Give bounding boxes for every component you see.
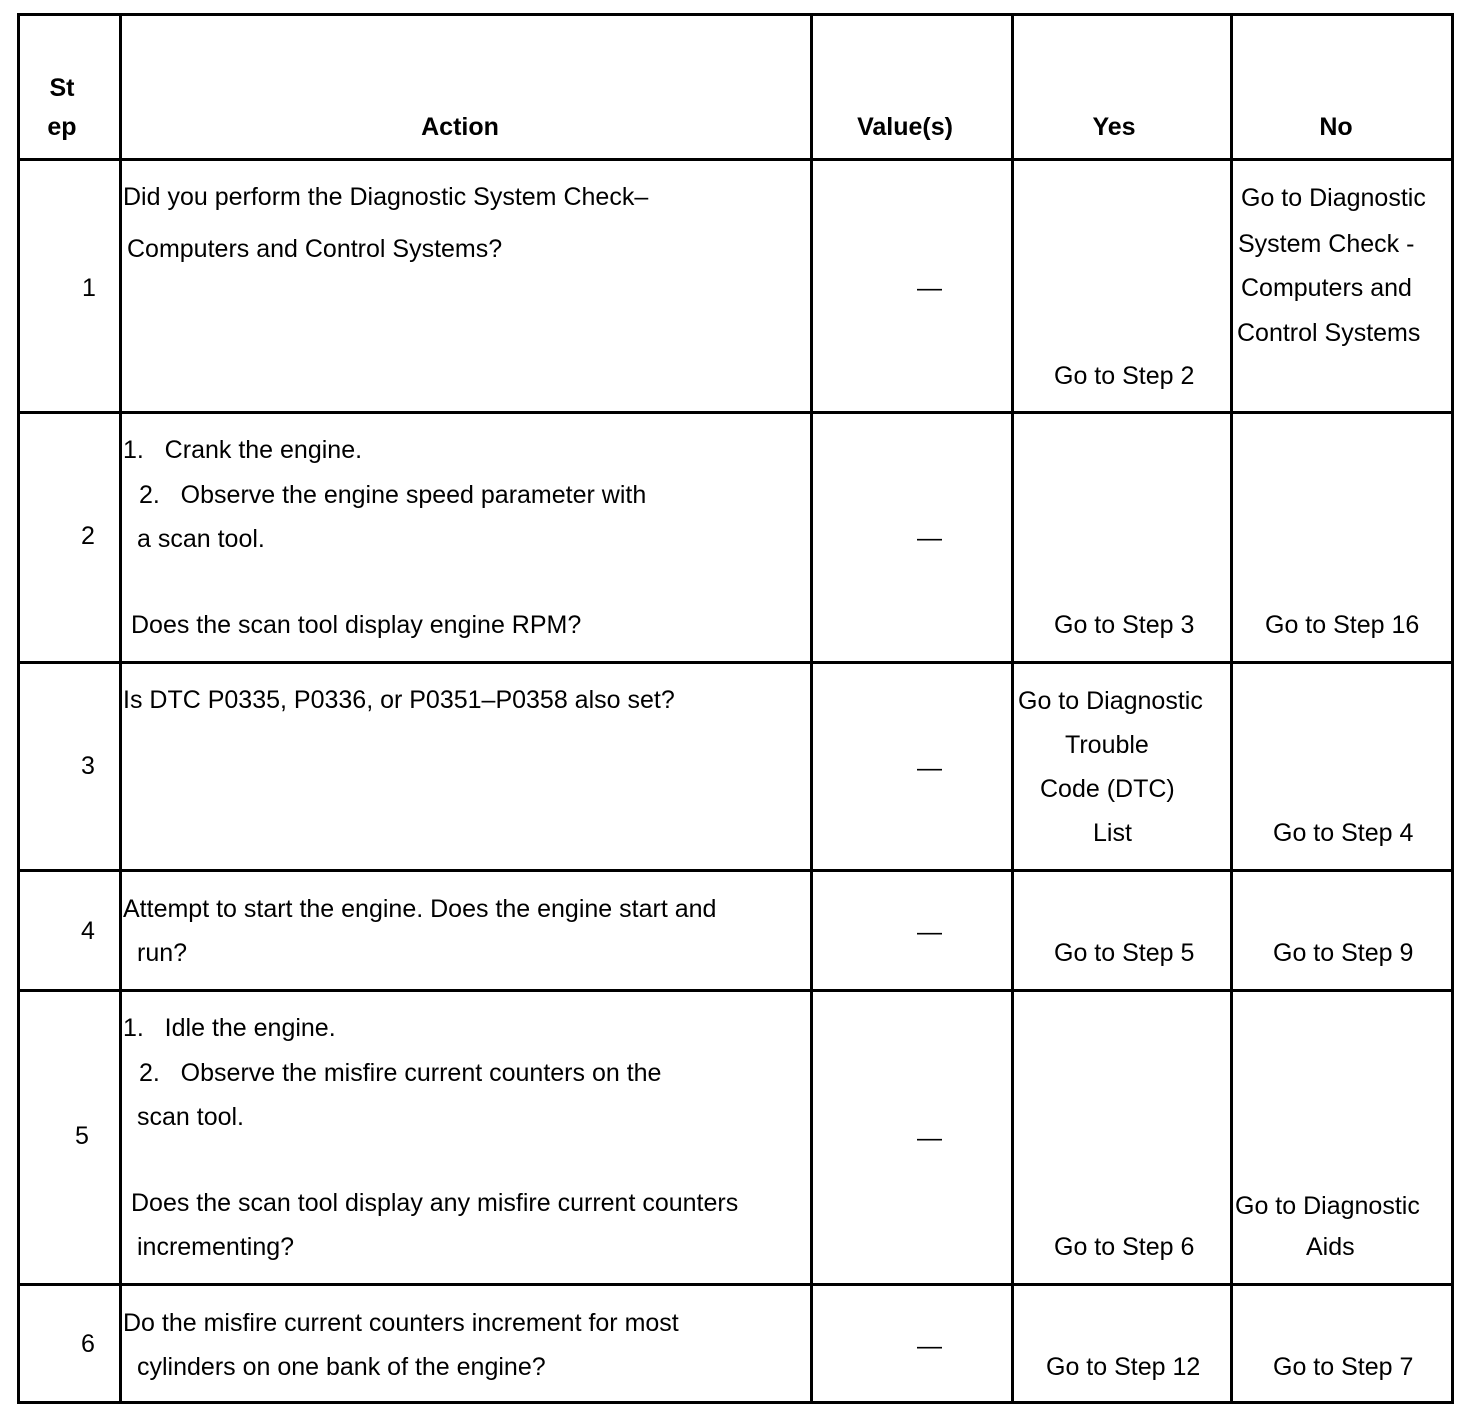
step-number: 4	[81, 917, 95, 945]
value-text: —	[917, 1332, 942, 1360]
yes-text: Code (DTC)	[1040, 775, 1175, 803]
no-text: Go to Step 9	[1273, 939, 1414, 967]
action-text: Computers and Control Systems?	[127, 235, 503, 263]
value-text: —	[917, 274, 942, 302]
table-border	[1011, 13, 1014, 1404]
yes-text: Go to Step 6	[1054, 1233, 1195, 1261]
header-no: No	[1319, 113, 1353, 141]
no-text: Go to Step 16	[1265, 611, 1420, 639]
no-text: Aids	[1306, 1233, 1355, 1261]
action-text: 2. Observe the engine speed parameter with	[139, 481, 647, 509]
yes-text: Go to Step 5	[1054, 939, 1195, 967]
header-values: Value(s)	[857, 113, 953, 141]
action-text: scan tool.	[137, 1103, 245, 1131]
action-text: incrementing?	[137, 1233, 295, 1261]
table-border	[17, 661, 1454, 664]
action-text: run?	[137, 939, 188, 967]
table-border	[810, 13, 813, 1404]
yes-text: Go to Diagnostic	[1018, 687, 1203, 715]
table-border	[17, 1283, 1454, 1286]
step-number: 5	[75, 1122, 89, 1150]
yes-text: Go to Step 3	[1054, 611, 1195, 639]
yes-text: Go to Step 12	[1046, 1353, 1201, 1381]
value-text: —	[917, 918, 942, 946]
table-border	[17, 13, 1454, 16]
no-text: Go to Step 4	[1273, 819, 1414, 847]
step-number: 2	[81, 522, 95, 550]
action-text: Do the misfire current counters increment for most	[123, 1309, 679, 1337]
yes-text: List	[1093, 819, 1132, 847]
action-text: 2. Observe the misfire current counters on the	[139, 1059, 662, 1087]
value-text: —	[917, 754, 942, 782]
no-text: Go to Step 7	[1273, 1353, 1414, 1381]
table-border	[17, 869, 1454, 872]
header-step: ep	[47, 113, 77, 141]
table-border	[17, 13, 20, 1404]
action-text: Does the scan tool display any misfire current counters	[131, 1189, 739, 1217]
value-text: —	[917, 1124, 942, 1152]
action-text: cylinders on one bank of the engine?	[137, 1353, 546, 1381]
table-border	[17, 989, 1454, 992]
step-number: 6	[81, 1330, 95, 1358]
action-text: Does the scan tool display engine RPM?	[131, 611, 582, 639]
header-yes: Yes	[1092, 113, 1136, 141]
yes-text: Go to Step 2	[1054, 362, 1195, 390]
table-border	[17, 158, 1454, 161]
table-border	[1451, 13, 1454, 1404]
table-border	[17, 411, 1454, 414]
no-text: Go to Diagnostic	[1241, 184, 1426, 212]
table-border	[119, 13, 122, 1404]
action-text: 1. Idle the engine.	[123, 1014, 336, 1042]
action-text: Is DTC P0335, P0336, or P0351–P0358 also set?	[123, 686, 675, 714]
table-border	[17, 1401, 1454, 1404]
header-step: St	[49, 74, 75, 102]
table-border	[1230, 13, 1233, 1404]
no-text: System Check -	[1238, 230, 1415, 258]
step-number: 1	[82, 274, 96, 302]
header-action: Action	[421, 113, 499, 141]
action-text: 1. Crank the engine.	[123, 436, 363, 464]
step-number: 3	[81, 752, 95, 780]
no-text: Go to Diagnostic	[1235, 1192, 1420, 1220]
yes-text: Trouble	[1065, 731, 1149, 759]
action-text: Attempt to start the engine. Does the engine start and	[123, 895, 717, 923]
value-text: —	[917, 524, 942, 552]
no-text: Control Systems	[1237, 319, 1421, 347]
no-text: Computers and	[1241, 274, 1412, 302]
action-text: a scan tool.	[137, 525, 265, 553]
action-text: Did you perform the Diagnostic System Check–	[123, 183, 649, 211]
